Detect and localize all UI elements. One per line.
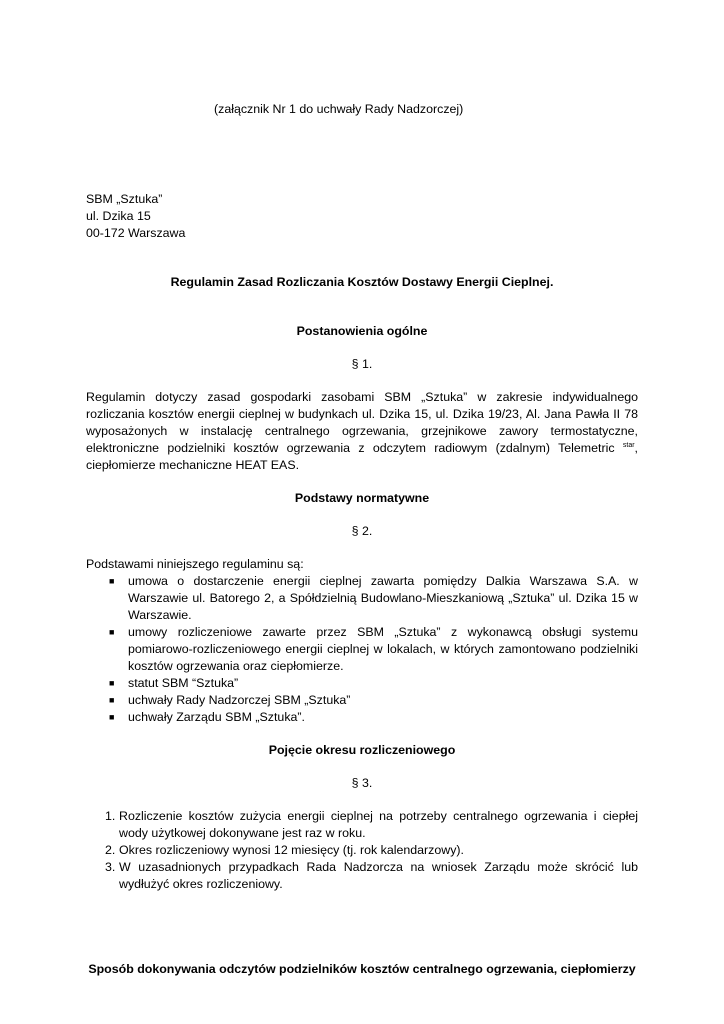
section2-intro: Podstawami niniejszego regulaminu są: bbox=[86, 557, 304, 571]
list-item bbox=[86, 573, 638, 624]
section1-text-tail: , ciepłomierze mechaniczne HEAT EAS. bbox=[86, 441, 638, 472]
section1-text bbox=[86, 389, 638, 474]
list-item bbox=[86, 859, 638, 893]
section1-text-superscript: star bbox=[622, 441, 635, 449]
bullet-icon: ■ bbox=[109, 678, 115, 688]
list-item-text: Rozliczenie kosztów zużycia energii cieplnej na potrzeby centralnego ogrzewania i ciepłej wody użytkowej dokonywane jest raz w roku. bbox=[119, 809, 638, 840]
section2-heading: Podstawy normatywne bbox=[294, 491, 430, 505]
list-item bbox=[86, 709, 638, 726]
address-block bbox=[86, 191, 638, 242]
section1-text-main: Regulamin dotyczy zasad gospodarki zasobami SBM „Sztuka” w zakresie indywidualnego rozliczania kosztów energii cieplnej w budynkach ul. Dzika 15, ul. Dzika 19/23, Al. Jana Pawła II 78 wyposażonych w instalację centralnego ogrzewania, grzejnikowe zawory termostatyczne, elektroniczne podzielniki kosztów ogrzewania z odczytem radiowym (zdalnym) Telemetric bbox=[86, 390, 638, 455]
section3-heading: Pojęcie okresu rozliczeniowego bbox=[268, 743, 456, 757]
address-name: SBM „Sztuka” bbox=[86, 192, 163, 206]
section2-list bbox=[86, 573, 638, 726]
bullet-icon: ■ bbox=[109, 627, 115, 637]
list-item-number: 1. bbox=[105, 809, 116, 823]
section3-paragraph-number: § 3. bbox=[351, 776, 373, 790]
list-item bbox=[86, 675, 638, 692]
list-item bbox=[86, 808, 638, 842]
bullet-icon: ■ bbox=[109, 695, 115, 705]
list-item-text: umowa o dostarczenie energii cieplnej zawarta pomiędzy Dalkia Warszawa S.A. w Warszawie ul. Batorego 2, a Spółdzielnią Budowlano-Mieszkaniową „Sztuka” ul. Dzika 15 w Warszawie. bbox=[128, 574, 638, 622]
list-item-text: W uzasadnionych przypadkach Rada Nadzorcza na wniosek Zarządu może skrócić lub wydłużyć okres rozliczeniowy. bbox=[119, 860, 638, 891]
list-item-text: uchwały Rady Nadzorczej SBM „Sztuka” bbox=[128, 693, 351, 707]
list-item-number: 3. bbox=[105, 860, 116, 874]
list-item bbox=[86, 842, 638, 859]
document-page bbox=[86, 101, 638, 978]
bullet-icon: ■ bbox=[109, 576, 115, 586]
annex-note: (załącznik Nr 1 do uchwały Rady Nadzorczej) bbox=[214, 102, 464, 116]
section3-list bbox=[86, 808, 638, 893]
list-item-text: Okres rozliczeniowy wynosi 12 miesięcy (tj. rok kalendarzowy). bbox=[119, 843, 464, 857]
address-city: 00-172 Warszawa bbox=[86, 226, 186, 240]
document-title: Regulamin Zasad Rozliczania Kosztów Dostawy Energii Cieplnej. bbox=[170, 275, 554, 289]
list-item-text: umowy rozliczeniowe zawarte przez SBM „Sztuka” z wykonawcą obsługi systemu pomiarowo-rozliczeniowego energii cieplnej w lokalach, w których zamontowano podzielniki kosztów ogrzewania oraz ciepłomierze. bbox=[128, 625, 638, 673]
list-item-text: uchwały Zarządu SBM „Sztuka”. bbox=[128, 710, 305, 724]
section4-heading: Sposób dokonywania odczytów podzielników kosztów centralnego ogrzewania, ciepłomierzy bbox=[88, 962, 636, 976]
list-item-number: 2. bbox=[105, 843, 116, 857]
list-item-text: statut SBM “Sztuka” bbox=[128, 676, 239, 690]
section2-paragraph-number: § 2. bbox=[351, 524, 373, 538]
section1-paragraph-number: § 1. bbox=[351, 357, 373, 371]
bullet-icon: ■ bbox=[109, 712, 115, 722]
list-item bbox=[86, 624, 638, 675]
section1-heading: Postanowienia ogólne bbox=[296, 324, 428, 338]
address-street: ul. Dzika 15 bbox=[86, 209, 151, 223]
list-item bbox=[86, 692, 638, 709]
